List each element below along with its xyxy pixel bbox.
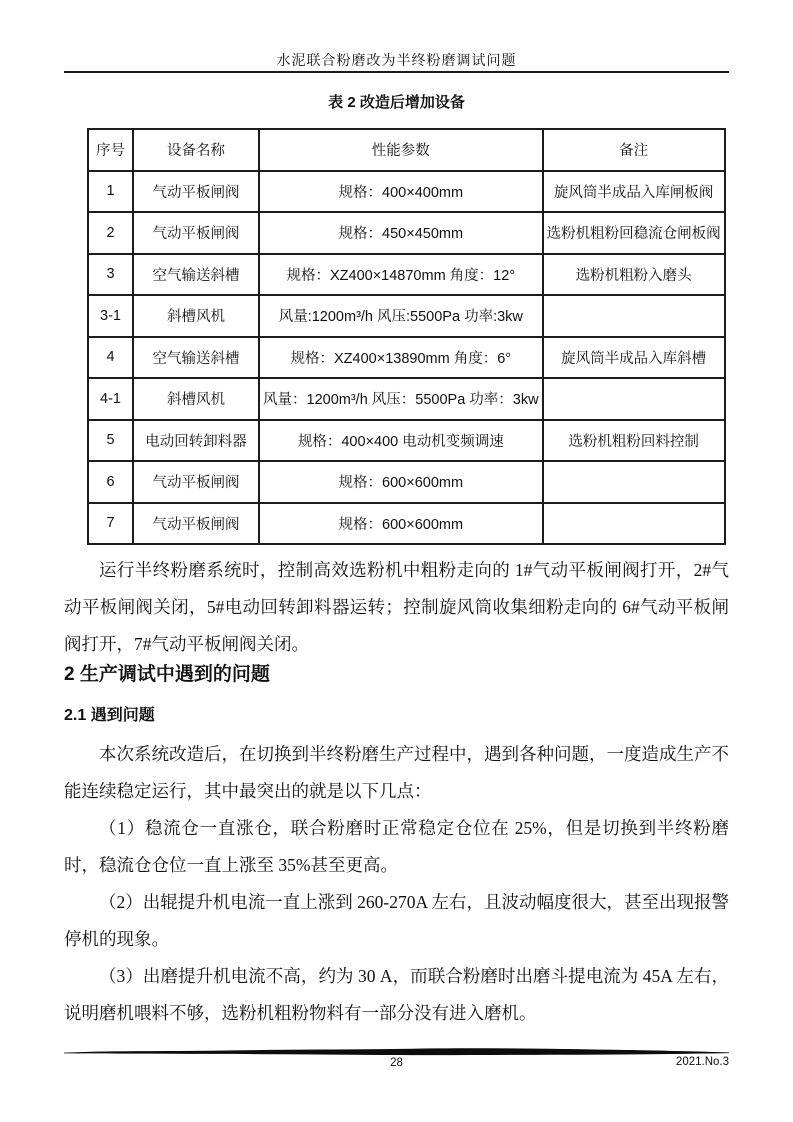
table-cell: 旋风筒半成品入库斜槽	[543, 337, 725, 379]
table-row	[88, 461, 725, 503]
table-cell: 气动平板闸阀	[133, 171, 259, 213]
paragraph-intro: 本次系统改造后，在切换到半终粉磨生产过程中，遇到各种问题，一度造成生产不能连续稳定运行，其中最突出的就是以下几点：	[64, 744, 729, 801]
table-cell: 电动回转卸料器	[133, 420, 259, 462]
footer-rule-stroke	[64, 1047, 729, 1057]
table-cell: 风量：1200m³/h 风压：5500Pa 功率：3kw	[259, 378, 543, 420]
table-header-cell: 序号	[88, 129, 133, 171]
problem-item-2: （2）出辊提升机电流一直上涨到 260-270A 左右，且波动幅度很大，甚至出现报警停机的现象。	[64, 892, 729, 949]
table-cell: 1	[88, 171, 133, 213]
table-cell: 7	[88, 503, 133, 545]
problem-item-3: （3）出磨提升机电流不高，约为 30 A，而联合粉磨时出磨斗提电流为 45A 左右，说明磨机喂料不够，选粉机粗粉物料有一部分没有进入磨机。	[64, 966, 729, 1023]
table-cell	[543, 503, 725, 545]
table-cell: 选粉机粗粉入磨头	[543, 254, 725, 296]
table-row	[88, 254, 725, 296]
table-cell: 气动平板闸阀	[133, 461, 259, 503]
header-rule	[64, 71, 729, 73]
footer-page-number: 28	[390, 1057, 403, 1069]
table-cell: 2	[88, 212, 133, 254]
table-header-cell: 性能参数	[259, 129, 543, 171]
equipment-table	[87, 128, 726, 545]
table-cell: 4-1	[88, 378, 133, 420]
table-cell: 4	[88, 337, 133, 379]
table-cell: 旋风筒半成品入库闸板阀	[543, 171, 725, 213]
table-row	[88, 420, 725, 462]
table-cell: 空气输送斜槽	[133, 254, 259, 296]
table-row	[88, 171, 725, 213]
table-cell: 气动平板闸阀	[133, 503, 259, 545]
table-row	[88, 295, 725, 337]
problem-item-1: （1）稳流仓一直涨仓，联合粉磨时正常稳定仓位在 25%，但是切换到半终粉磨时，稳流仓仓位一直上涨至 35%甚至更高。	[64, 818, 729, 875]
table-cell: 6	[88, 461, 133, 503]
table-cell: 规格：400×400 电动机变频调速	[259, 420, 543, 462]
table-cell: 规格：600×600mm	[259, 503, 543, 545]
table-cell: 规格：600×600mm	[259, 461, 543, 503]
table-header-cell: 设备名称	[133, 129, 259, 171]
table-cell: 规格：400×400mm	[259, 171, 543, 213]
table-cell: 斜槽风机	[133, 378, 259, 420]
table-cell: 空气输送斜槽	[133, 337, 259, 379]
table-cell: 斜槽风机	[133, 295, 259, 337]
section-heading: 2 生产调试中遇到的问题	[64, 664, 270, 685]
table-cell: 3	[88, 254, 133, 296]
table-cell: 规格：450×450mm	[259, 212, 543, 254]
table-cell: 风量:1200m³/h 风压:5500Pa 功率:3kw	[259, 295, 543, 337]
table-row	[88, 337, 725, 379]
subsection-heading: 2.1 遇到问题	[64, 707, 155, 724]
table-cell	[543, 378, 725, 420]
table-row	[88, 212, 725, 254]
table-header-cell: 备注	[543, 129, 725, 171]
footer-issue-label: 2021.No.3	[675, 1056, 729, 1068]
table-header-row	[88, 129, 725, 171]
table-cell: 3-1	[88, 295, 133, 337]
table-row	[88, 378, 725, 420]
table-cell: 气动平板闸阀	[133, 212, 259, 254]
table-cell: 规格：XZ400×14870mm 角度：12°	[259, 254, 543, 296]
table-row	[88, 503, 725, 545]
paragraph-valve-operation: 运行半终粉磨系统时，控制高效选粉机中粗粉走向的 1#气动平板闸阀打开，2#气动平板闸阀关闭，5#电动回转卸料器运转；控制旋风筒收集细粉走向的 6#气动平板闸阀打开，7#气动平板闸阀关闭。	[64, 560, 729, 654]
table-body	[88, 171, 725, 545]
table-cell: 5	[88, 420, 133, 462]
table-cell: 选粉机粗粉回稳流仓闸板阀	[543, 212, 725, 254]
table-cell	[543, 295, 725, 337]
table-cell: 规格：XZ400×13890mm 角度：6°	[259, 337, 543, 379]
table-caption: 表 2 改造后增加设备	[328, 94, 465, 111]
table-cell: 选粉机粗粉回料控制	[543, 420, 725, 462]
page-header-title: 水泥联合粉磨改为半终粉磨调试问题	[276, 54, 517, 69]
table-cell	[543, 461, 725, 503]
